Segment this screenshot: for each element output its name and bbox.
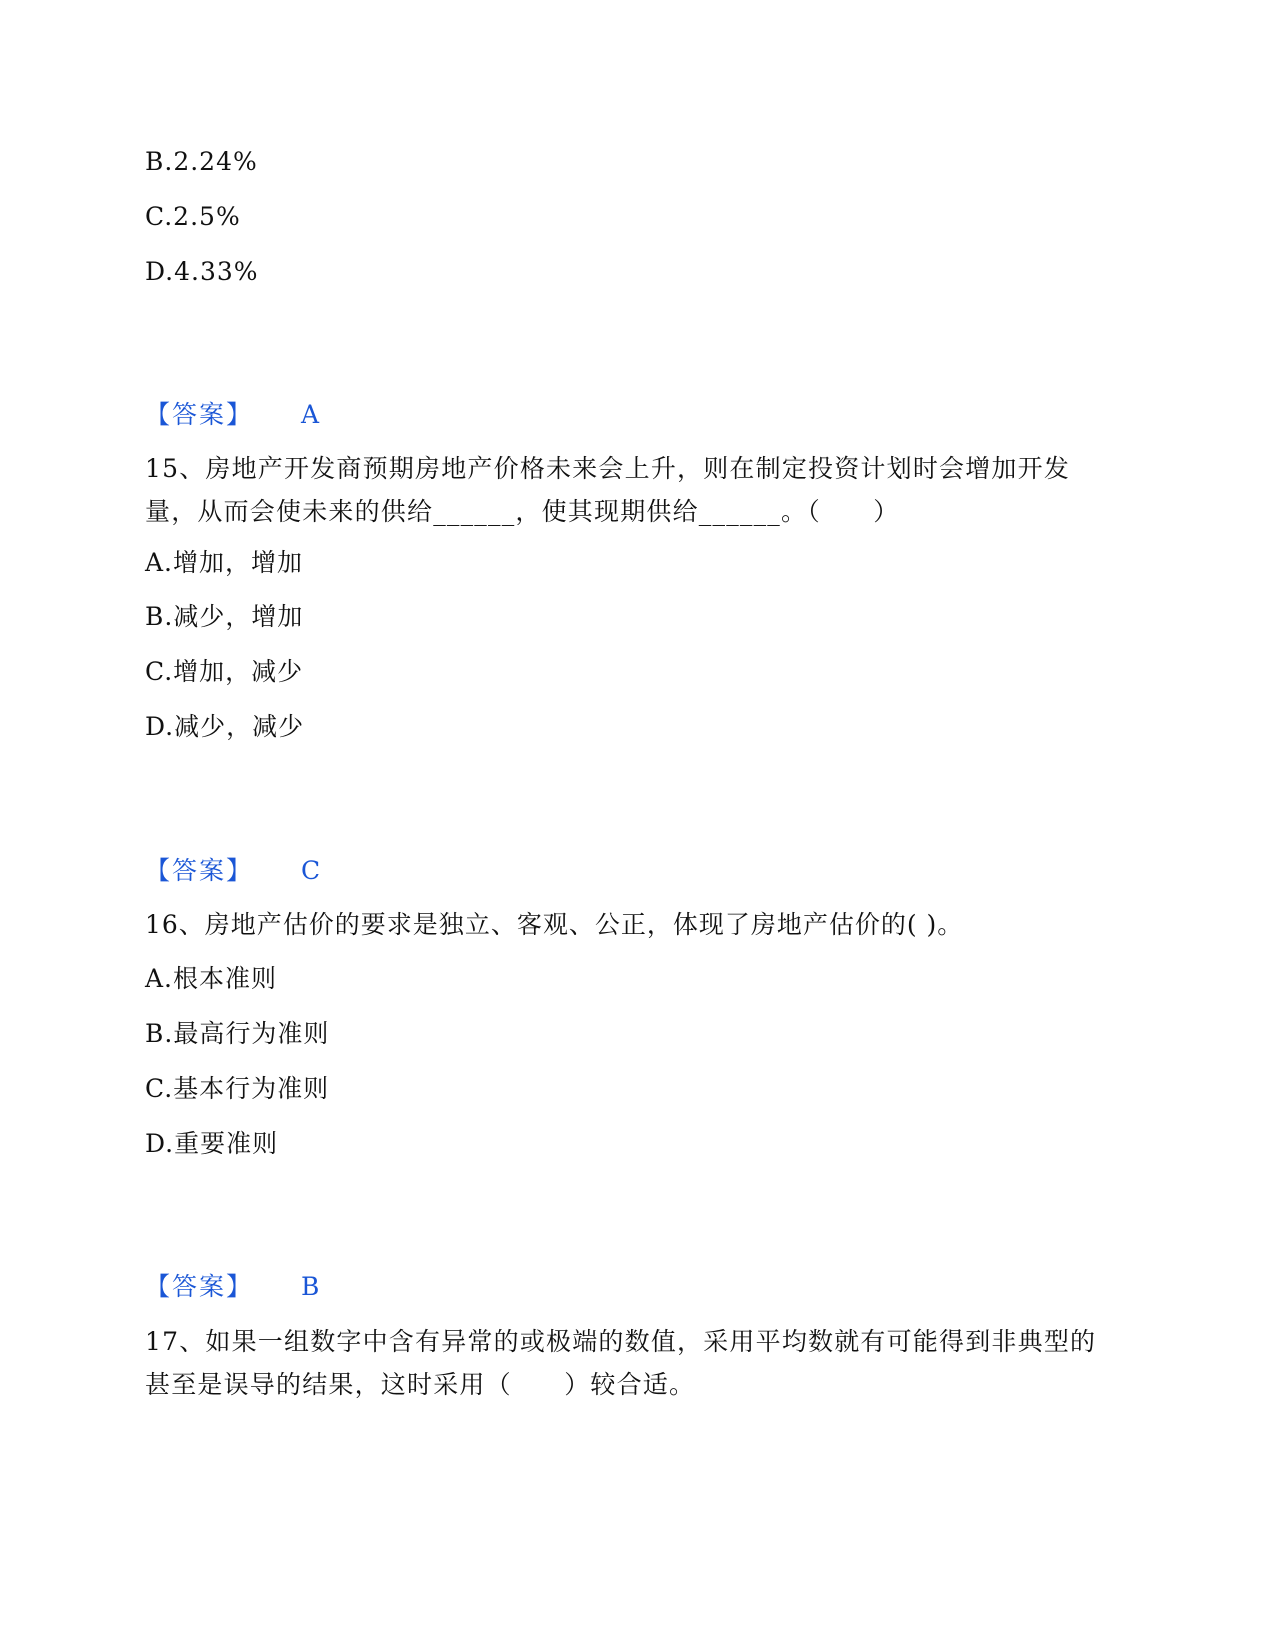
answer-value: B	[301, 1272, 320, 1301]
question-16-text: 16、房地产估价的要求是独立、客观、公正，体现了房地产估价的( )。	[145, 910, 964, 939]
option-d: D.重要准则	[145, 1129, 279, 1158]
answer-block	[145, 1272, 319, 1302]
question-15-text: 15、房地产开发商预期房地产价格未来会上升，则在制定投资计划时会增加开发量，从而会使未来的供给______，使其现期供给______。（ ）	[145, 454, 1071, 526]
answer-label: 【答案】	[145, 400, 254, 429]
question-17-text: 17、如果一组数字中含有异常的或极端的数值，采用平均数就有可能得到非典型的甚至是误导的结果，这时采用（ ）较合适。	[145, 1327, 1097, 1399]
option-b: B.最高行为准则	[145, 1019, 330, 1048]
option-a: A.根本准则	[145, 964, 278, 993]
option-b: B.2.24%	[145, 147, 258, 176]
option-c: C.基本行为准则	[145, 1074, 330, 1103]
answer-value: C	[301, 856, 321, 885]
answer-label: 【答案】	[145, 1272, 254, 1301]
option-d: D.减少，减少	[145, 712, 305, 741]
option-a: A.增加，增加	[145, 548, 304, 577]
answer-block	[145, 400, 319, 430]
option-c: C.增加，减少	[145, 657, 304, 686]
answer-label: 【答案】	[145, 856, 254, 885]
option-c: C.2.5%	[145, 202, 241, 231]
option-d: D.4.33%	[145, 257, 259, 286]
answer-value: A	[301, 400, 320, 429]
answer-block	[145, 856, 320, 886]
option-b: B.减少，增加	[145, 602, 304, 631]
